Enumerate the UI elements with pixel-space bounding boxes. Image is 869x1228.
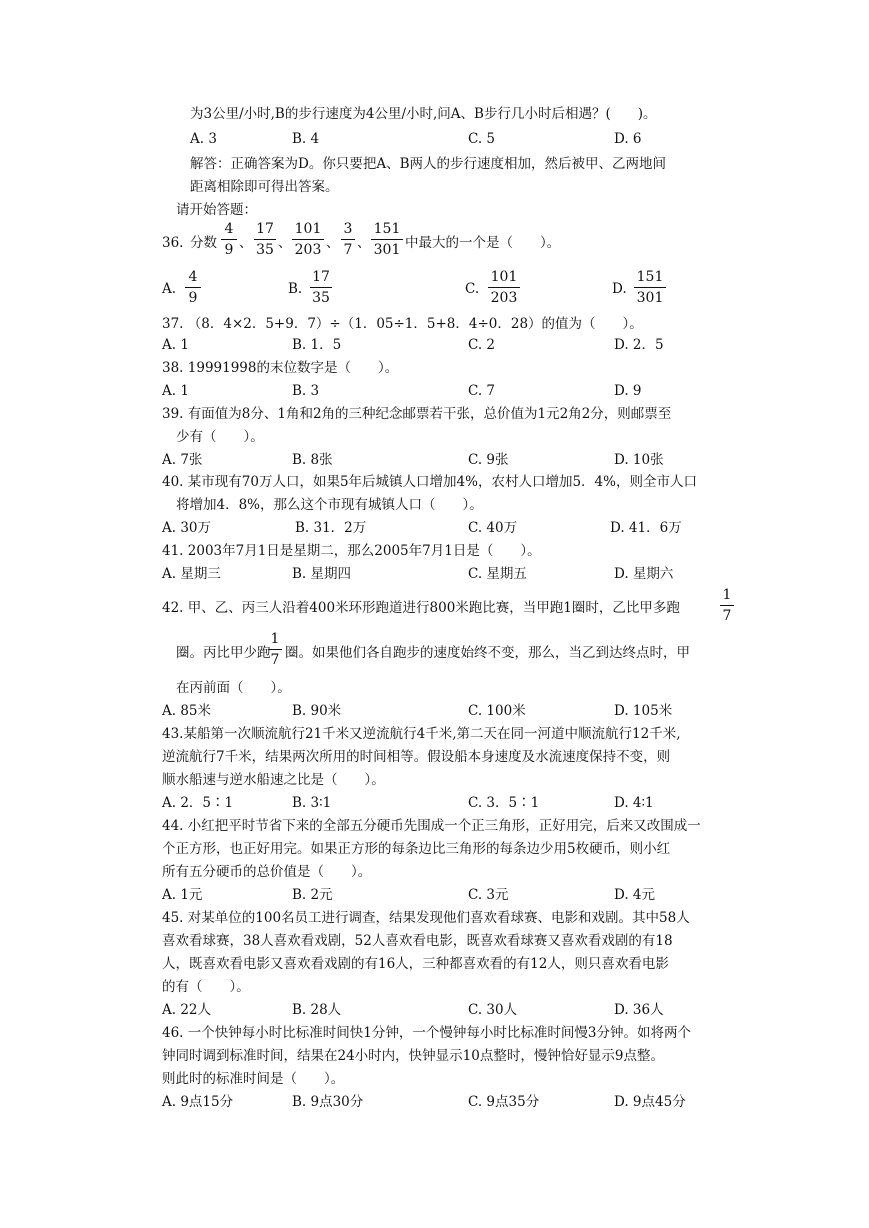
q36-fraction-3: $\frac{101}{203}$ (292, 220, 324, 259)
q38-option-b: B. 3 (292, 383, 320, 399)
q36-option-a-letter: A. (162, 281, 177, 297)
q38-text: 38. 19991998的末位数字是（ ）。 (162, 360, 399, 376)
q44-line2: 个正方形，也正好用完。如果正方形的每条边比三角形的每条边少用5枚硬币，则小红 (162, 841, 671, 857)
q44-option-a: A. 1元 (162, 887, 203, 903)
q42-fraction-1: $\frac{1}{7}$ (720, 586, 734, 625)
intro-option-c: C. 5 (468, 131, 496, 147)
q40-option-a: A. 30万 (162, 520, 212, 536)
q40-line2: 将增加4．8%，那么这个市现有城镇人口（ ）。 (176, 497, 483, 513)
q36-fraction-4: $\frac{3}{7}$ (341, 220, 355, 259)
q43-option-b: B. 3∶1 (292, 795, 332, 811)
q38-option-d: D. 9 (614, 383, 642, 399)
q41-option-a: A. 星期三 (162, 566, 221, 582)
q36-separator: 、 (326, 235, 340, 251)
intro-question-line: 为3公里/小时,B的步行速度为4公里/小时,问A、B步行几小时后相遇？( )。 (190, 106, 657, 122)
q43-line1: 43.某船第一次顺流航行21千米又逆流航行4千米,第二天在同一河道中顺流航行12千米, (162, 726, 681, 742)
q39-option-a: A. 7张 (162, 452, 203, 468)
q42-option-b: B. 90米 (292, 703, 342, 719)
q42-line2b: 圈。如果他们各自跑步的速度始终不变，那么，当乙到达终点时，甲 (285, 645, 690, 661)
q46-option-b: B. 9点30分 (292, 1094, 364, 1110)
q43-option-c: C. 3．5∶1 (468, 795, 540, 811)
q36-separator: 、 (278, 235, 292, 251)
q41-text: 41. 2003年7月1日是星期二，那么2005年7月1日是（ ）。 (162, 543, 541, 559)
q41-option-c: C. 星期五 (468, 566, 527, 582)
intro-option-a: A. 3 (190, 131, 217, 147)
q36-option-c: $\frac{101}{203}$ (488, 268, 520, 307)
q36-option-d-letter: D. (612, 281, 627, 297)
q40-option-b: B. 31．2万 (295, 520, 367, 536)
intro-option-b: B. 4 (292, 131, 320, 147)
q38-option-c: C. 7 (468, 383, 496, 399)
q36-option-b: $\frac{17}{35}$ (310, 268, 332, 307)
q41-option-b: B. 星期四 (292, 566, 352, 582)
q36-lead: 分数 (190, 235, 217, 251)
q37-option-d: D. 2．5 (614, 337, 664, 353)
q37-option-b: B. 1．5 (292, 337, 342, 353)
q36-fraction-1: $\frac{4}{9}$ (221, 220, 237, 259)
q42-line2a: 圈。丙比甲少跑 (176, 645, 271, 661)
q45-line3: 人，既喜欢看电影又喜欢看戏剧的有16人，三种都喜欢看的有12人，则只喜欢看电影 (162, 956, 669, 972)
q39-line1: 39. 有面值为8分、1角和2角的三种纪念邮票若干张，总价值为1元2角2分，则邮票至 (162, 406, 672, 422)
q36-number: 36. (162, 235, 184, 251)
q46-option-d: D. 9点45分 (614, 1094, 686, 1110)
q36-separator: 、 (357, 235, 371, 251)
q41-option-d: D. 星期六 (614, 566, 674, 582)
q45-option-c: C. 30人 (468, 1002, 518, 1018)
q37-option-c: C. 2 (468, 337, 496, 353)
intro-option-d: D. 6 (614, 131, 642, 147)
q36-option-d: $\frac{151}{301}$ (634, 268, 666, 307)
q46-option-c: C. 9点35分 (468, 1094, 540, 1110)
q36-tail: 中最大的一个是（ ）。 (405, 235, 561, 251)
q46-line3: 则此时的标准时间是（ ）。 (162, 1071, 345, 1087)
q46-option-a: A. 9点15分 (162, 1094, 234, 1110)
q42-option-d: D. 105米 (614, 703, 673, 719)
start-prompt: 请开始答题： (176, 202, 257, 218)
q45-option-a: A. 22人 (162, 1002, 212, 1018)
q46-line1: 46. 一个快钟每小时比标准时间快1分钟，一个慢钟每小时比标准时间慢3分钟。如将两个 (162, 1025, 691, 1041)
q43-line3: 顺水船速与逆水船速之比是（ ）。 (162, 772, 385, 788)
q36-fraction-2: $\frac{17}{35}$ (254, 220, 276, 259)
q36-fraction-5: $\frac{151}{301}$ (371, 220, 403, 259)
q46-line2: 钟同时调到标准时间，结果在24小时内，快钟显示10点整时，慢钟恰好显示9点整。 (162, 1048, 664, 1064)
intro-answer-line2: 距离相除即可得出答案。 (190, 179, 339, 195)
q39-option-c: C. 9张 (468, 452, 509, 468)
q42-option-a: A. 85米 (162, 703, 212, 719)
q37-text: 37. （8．4×2．5+9．7）÷（1．05÷1．5+8．4÷0．28）的值为（ ）。 (162, 316, 643, 332)
q44-line3: 所有五分硬币的总价值是（ ）。 (162, 864, 372, 880)
q36-option-a: $\frac{4}{9}$ (185, 268, 201, 307)
q42-fraction-2: $\frac{1}{7}$ (268, 630, 282, 669)
q38-option-a: A. 1 (162, 383, 189, 399)
q44-line1: 44. 小红把平时节省下来的全部五分硬币先围成一个正三角形，正好用完，后来又改围成一 (162, 818, 701, 834)
q45-line2: 喜欢看球赛，38人喜欢看戏剧，52人喜欢看电影，既喜欢看球赛又喜欢看戏剧的有18 (162, 933, 673, 949)
q42-line1: 42. 甲、乙、丙三人沿着400米环形跑道进行800米跑比赛，当甲跑1圈时，乙比甲多跑 (162, 600, 680, 616)
q45-line4: 的有（ ）。 (162, 979, 250, 995)
q40-line1: 40. 某市现有70万人口，如果5年后城镇人口增加4%，农村人口增加5．4%，则全市人口 (162, 474, 697, 490)
q43-option-a: A. 2．5∶1 (162, 795, 234, 811)
q44-option-d: D. 4元 (614, 887, 656, 903)
intro-answer-line1: 解答：正确答案为D。你只要把A、B两人的步行速度相加，然后被甲、乙两地间 (190, 156, 666, 172)
q37-option-a: A. 1 (162, 337, 189, 353)
q39-option-b: B. 8张 (292, 452, 333, 468)
q36-option-c-letter: C. (465, 281, 480, 297)
q39-line2: 少有（ ）。 (176, 429, 264, 445)
q40-option-d: D. 41．6万 (610, 520, 682, 536)
q43-line2: 逆流航行7千米，结果两次所用的时间相等。假设船本身速度及水流速度保持不变，则 (162, 749, 671, 765)
q42-line3: 在丙前面（ ）。 (176, 680, 291, 696)
q45-option-d: D. 36人 (614, 1002, 664, 1018)
q43-option-d: D. 4∶1 (614, 795, 654, 811)
q42-option-c: C. 100米 (468, 703, 526, 719)
q45-option-b: B. 28人 (292, 1002, 342, 1018)
q40-option-c: C. 40万 (468, 520, 518, 536)
q39-option-d: D. 10张 (614, 452, 664, 468)
q36-option-b-letter: B. (288, 281, 303, 297)
q44-option-c: C. 3元 (468, 887, 509, 903)
q45-line1: 45. 对某单位的100名员工进行调查，结果发现他们喜欢看球赛、电影和戏剧。其中58人 (162, 910, 690, 926)
q36-separator: 、 (239, 235, 253, 251)
q44-option-b: B. 2元 (292, 887, 333, 903)
